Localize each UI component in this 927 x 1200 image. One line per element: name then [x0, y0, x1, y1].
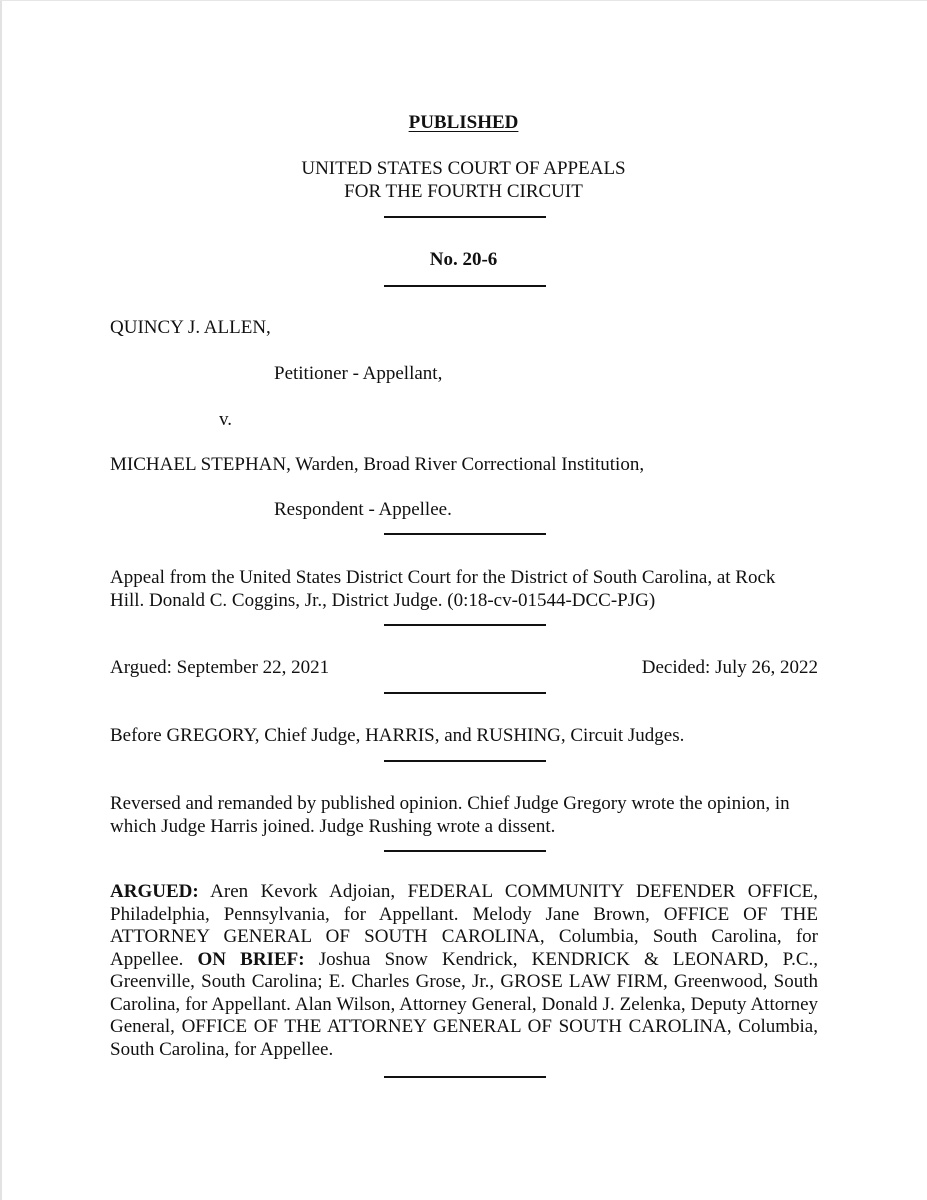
- divider-rule: [384, 624, 546, 626]
- argued-label: ARGUED:: [110, 881, 199, 902]
- divider-rule: [384, 1076, 546, 1078]
- versus: v.: [219, 409, 233, 430]
- disposition-line2: which Judge Harris joined. Judge Rushing wrote a dissent.: [110, 816, 556, 837]
- published-heading: PUBLISHED: [408, 112, 519, 133]
- divider-rule: [384, 850, 546, 852]
- petitioner-name: QUINCY J. ALLEN,: [110, 317, 271, 338]
- respondent-name: MICHAEL STEPHAN, Warden, Broad River Correctional Institution,: [110, 454, 645, 475]
- appeal-line1: Appeal from the United States District Court for the District of South Carolina, at Rock: [110, 567, 776, 588]
- argued-date: Argued: September 22, 2021: [110, 657, 330, 678]
- page-edge-top: [0, 0, 927, 1]
- argued-text: Aren Kevork Adjoian, FEDERAL COMMUNITY DEFENDER OFFICE, Philadelphia, Pennsylvania, for Appellant. Melody Jane Brown, OFFICE OF THE ATTORNEY GENERAL OF SOUTH CAROLINA, Columbia, South Carolina, for Appellee.: [110, 881, 818, 970]
- panel: Before GREGORY, Chief Judge, HARRIS, and RUSHING, Circuit Judges.: [110, 725, 685, 746]
- on-brief-text: Joshua Snow Kendrick, KENDRICK & LEONARD, P.C., Greenville, South Carolina; E. Charles Grose, Jr., GROSE LAW FIRM, Greenwood, South Carolina, for Appellant. Alan Wilson, Attorney General, Donald J. Zelenka, Deputy Attorney General, OFFICE OF THE ATTORNEY GENERAL OF SOUTH CAROLINA, Columbia, South Carolina, for Appellee.: [110, 948, 818, 1060]
- divider-rule: [384, 216, 546, 218]
- petitioner-role: Petitioner - Appellant,: [274, 363, 443, 384]
- disposition-line1: Reversed and remanded by published opinion. Chief Judge Gregory wrote the opinion, in: [110, 793, 790, 814]
- respondent-role: Respondent - Appellee.: [274, 499, 452, 520]
- divider-rule: [384, 533, 546, 535]
- court-name-line1: UNITED STATES COURT OF APPEALS: [301, 158, 626, 179]
- decided-date: Decided: July 26, 2022: [641, 657, 818, 678]
- divider-rule: [384, 692, 546, 694]
- appeal-line2: Hill. Donald C. Coggins, Jr., District Judge. (0:18-cv-01544-DCC-PJG): [110, 590, 656, 611]
- divider-rule: [384, 285, 546, 287]
- case-number: No. 20-6: [429, 249, 498, 270]
- court-name-line2: FOR THE FOURTH CIRCUIT: [344, 181, 583, 202]
- counsel-paragraph: [110, 881, 818, 1061]
- on-brief-label: ON BRIEF:: [197, 948, 305, 970]
- divider-rule: [384, 760, 546, 762]
